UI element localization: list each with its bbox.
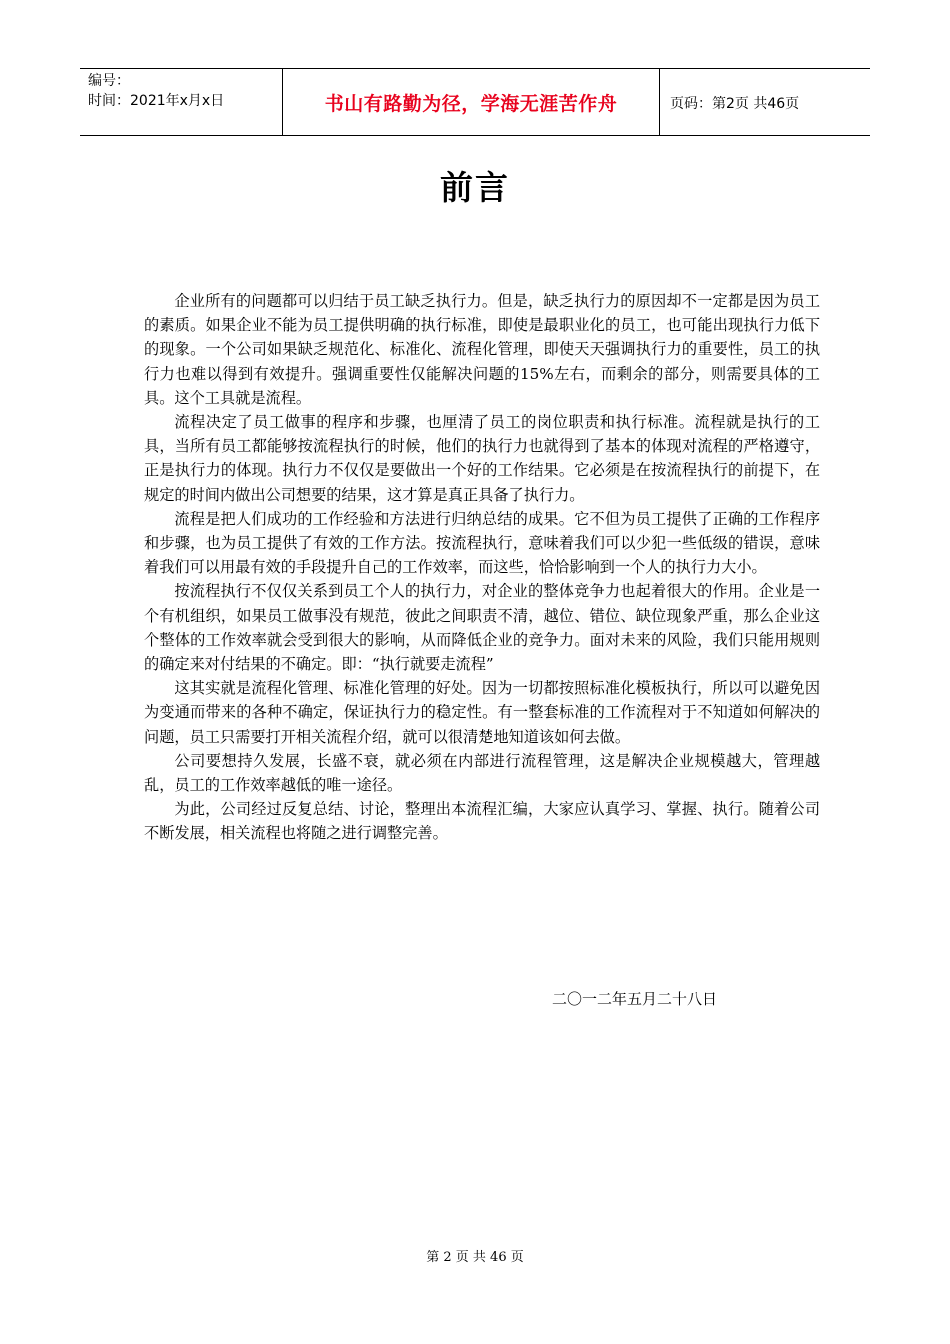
document-header	[80, 68, 870, 136]
motto-text: 书山有路勤为径，学海无涯苦作舟	[324, 92, 618, 115]
page-number-label: 页码：第2页 共46页	[670, 96, 800, 112]
page-footer: 第 2 页 共 46 页	[426, 1250, 524, 1265]
paragraph: 这其实就是流程化管理、标准化管理的好处。因为一切都按照标准化模板执行，所以可以避免因为变通而带来的各种不确定，保证执行力的稳定性。有一整套标准的工作流程对于不知道如何解决的问题，员工只需要打开相关流程介绍，就可以很清楚地知道该如何去做。	[144, 679, 820, 746]
paragraph: 流程是把人们成功的工作经验和方法进行归纳总结的成果。它不但为员工提供了正确的工作程序和步骤，也为员工提供了有效的工作方法。按流程执行，意味着我们可以少犯一些低级的错误，意味着我们可以用最有效的手段提升自己的工作效率，而这些，恰恰影响到一个人的执行力大小。	[144, 509, 820, 577]
paragraph: 公司要想持久发展，长盛不衰，就必须在内部进行流程管理，这是解决企业规模越大，管理越乱，员工的工作效率越低的唯一途径。	[144, 751, 820, 795]
paragraph: 企业所有的问题都可以归结于员工缺乏执行力。但是，缺乏执行力的原因却不一定都是因为员工的素质。如果企业不能为员工提供明确的执行标准，即使是最职业化的员工，也可能出现执行力低下的现象。一个公司如果缺乏规范化、标准化、流程化管理，即使天天强调执行力的重要性，员工的执行力也难以得到有效提升。强调重要性仅能解决问题的15%左右，而剩余的部分，则需要具体的工具。这个工具就是流程。	[144, 292, 820, 407]
time-label: 时间：2021年x月x日	[88, 93, 225, 109]
code-label: 编号：	[88, 73, 130, 89]
header-page-cell	[670, 69, 799, 137]
preface-body	[144, 289, 820, 846]
page-title: 前言	[440, 168, 510, 207]
signature-date: 二〇一二年五月二十八日	[552, 990, 718, 1008]
paragraph: 按流程执行不仅仅关系到员工个人的执行力，对企业的整体竞争力也起着很大的作用。企业是一个有机组织，如果员工做事没有规范，彼此之间职责不清，越位、错位、缺位现象严重，那么企业这个整体的工作效率就会受到很大的影响，从而降低企业的竞争力。面对未来的风险，我们只能用规则的确定来对付结果的不确定。即：“执行就要走流程”	[144, 582, 820, 674]
header-motto-cell	[282, 68, 660, 136]
header-meta	[88, 71, 288, 111]
paragraph: 为此，公司经过反复总结、讨论，整理出本流程汇编，大家应认真学习、掌握、执行。随着公司不断发展，相关流程也将随之进行调整完善。	[144, 800, 820, 843]
paragraph: 流程决定了员工做事的程序和步骤，也厘清了员工的岗位职责和执行标准。流程就是执行的工具，当所有员工都能够按流程执行的时候，他们的执行力也就得到了基本的体现对流程的严格遵守，正是执行力的体现。执行力不仅仅是要做出一个好的工作结果。它必须是在按流程执行的前提下，在规定的时间内做出公司想要的结果，这才算是真正具备了执行力。	[144, 413, 820, 504]
